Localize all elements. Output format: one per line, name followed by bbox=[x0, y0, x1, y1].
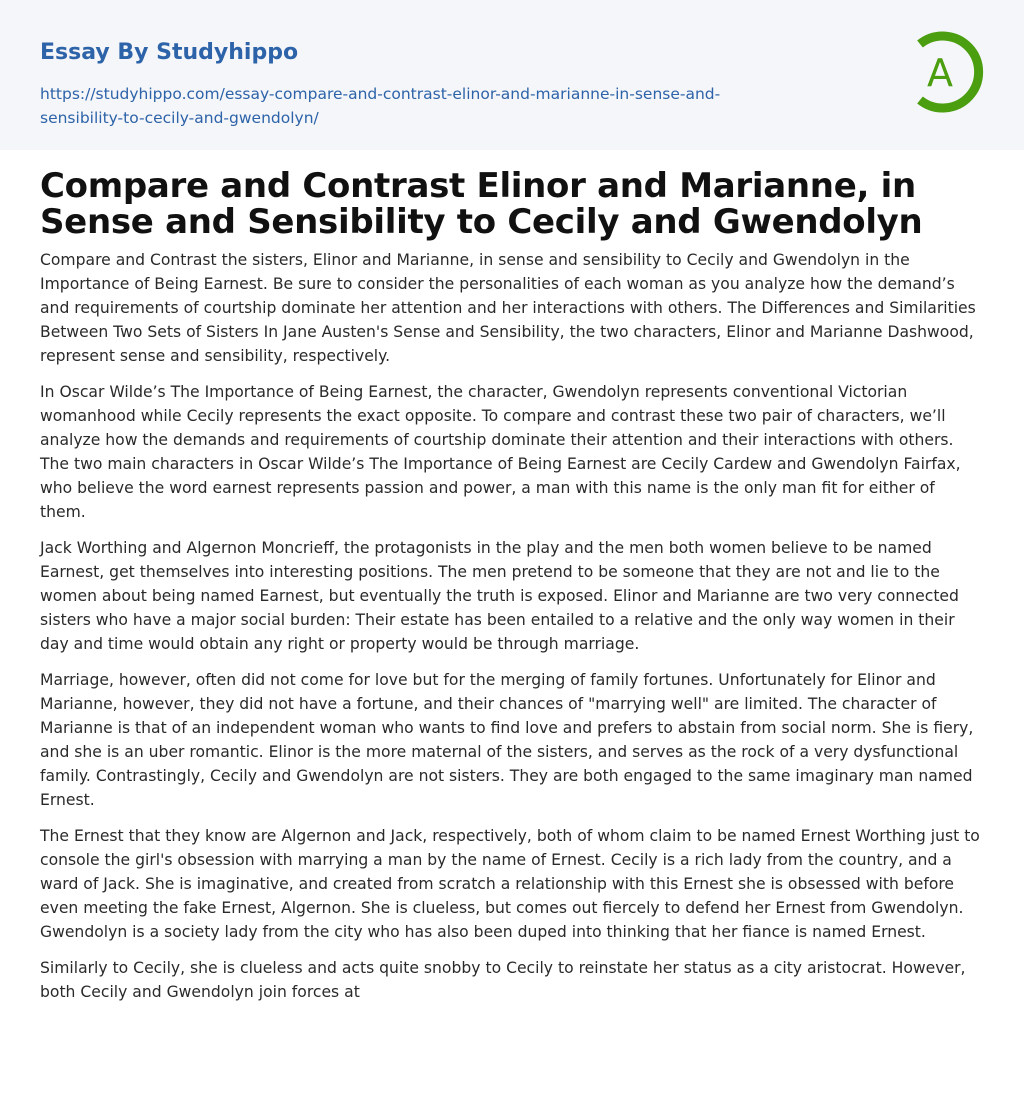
logo-letter: A bbox=[927, 51, 953, 95]
paragraph: Compare and Contrast the sisters, Elinor and Marianne, in sense and sensibility to Cecily and Gwendolyn in the Importance of Being Earnest. Be sure to consider the personalities of each woman as you analyze how the demand’s and requirements of courtship dominate her attention and her interactions with others. The Differences and Similarities Between Two Sets of Sisters In Jane Austen's Sense and Sensibility, the two characters, Elinor and Marianne Dashwood, represent sense and sensibility, respectively. bbox=[40, 251, 976, 365]
studyhippo-logo-icon[interactable] bbox=[910, 30, 986, 114]
paragraph: Similarly to Cecily, she is clueless and acts quite snobby to Cecily to reinstate her status as a city aristocrat. However, both Cecily and Gwendolyn join forces at bbox=[40, 959, 966, 1001]
site-header bbox=[0, 0, 1024, 150]
paragraph: The Ernest that they know are Algernon and Jack, respectively, both of whom claim to be named Ernest Worthing just to console the girl's obsession with marrying a man by the name of Ernest. Cecily is a rich lady from the country, and a ward of Jack. She is imaginative, and created from scratch a relationship with this Ernest she is obsessed with before even meeting the fake Ernest, Algernon. She is clueless, but comes out fiercely to defend her Ernest from Gwendolyn. Gwendolyn is a society lady from the city who has also been duped into thinking that her fiance is named Ernest. bbox=[40, 827, 980, 941]
paragraph: In Oscar Wilde’s The Importance of Being Earnest, the character, Gwendolyn represents conventional Victorian womanhood while Cecily represents the exact opposite. To compare and contrast these two pair of characters, we’ll analyze how the demands and requirements of courtship dominate their attention and their interactions with others. The two main characters in Oscar Wilde’s The Importance of Being Earnest are Cecily Cardew and Gwendolyn Fairfax, who believe the word earnest represents passion and power, a man with this name is the only man fit for either of them. bbox=[40, 383, 961, 521]
brand-title: Essay By Studyhippo bbox=[40, 40, 299, 65]
paragraph: Jack Worthing and Algernon Moncrieff, the protagonists in the play and the men both women believe to be named Earnest, get themselves into interesting positions. The men pretend to be someone that they are not and lie to the women about being named Earnest, but eventually the truth is exposed. Elinor and Marianne are two very connected sisters who have a major social burden: Their estate has been entailed to a relative and the only way women in their day and time would obtain any right or property would be through marriage. bbox=[40, 539, 959, 653]
paragraph: Marriage, however, often did not come for love but for the merging of family fortunes. Unfortunately for Elinor and Marianne, however, they did not have a fortune, and their chances of "marrying well" are limited. The character of Marianne is that of an independent woman who wants to find love and prefers to abstain from social norm. She is fiery, and she is an uber romantic. Elinor is the more maternal of the sisters, and serves as the rock of a very dysfunctional family. Contrastingly, Cecily and Gwendolyn are not sisters. They are both engaged to the same imaginary man named Ernest. bbox=[40, 671, 974, 809]
article bbox=[0, 150, 1024, 1004]
essay-url-link[interactable]: https://studyhippo.com/essay-compare-and-contrast-elinor-and-marianne-in-sense-and-sensibility-to-cecily-and-gwendolyn/ bbox=[40, 85, 721, 127]
page-title: Compare and Contrast Elinor and Marianne, in Sense and Sensibility to Cecily and Gwendolyn bbox=[40, 166, 923, 242]
